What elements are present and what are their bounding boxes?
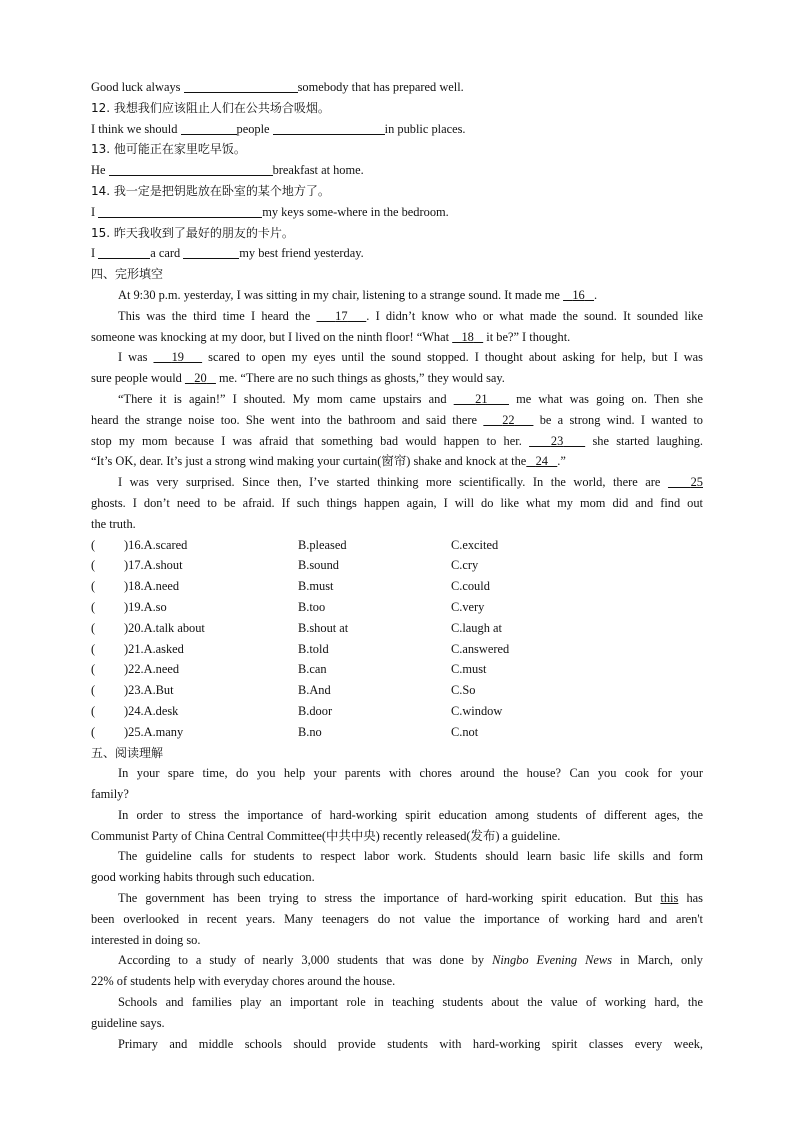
answer-blank[interactable] — [181, 121, 237, 135]
text: I — [91, 204, 96, 219]
reading-paragraph-3-line-1: The guideline calls for students to respect labor work. Students should learn basic life skills and form — [118, 849, 703, 864]
underlined-word: this — [660, 891, 679, 906]
cloze-paragraph-1 — [91, 285, 703, 306]
text: me. “There are no such things as ghosts,” they would say. — [219, 371, 505, 386]
text: I was — [118, 350, 148, 365]
option-row-19 — [91, 597, 703, 618]
reading-heading: 五、阅读理解 — [91, 745, 164, 760]
reading-paragraph-6-line-1: Schools and families play an important role in teaching students about the value of working hard, the — [118, 995, 703, 1010]
option-c: C.laugh at — [451, 620, 502, 635]
cloze-paragraph-4-line-3 — [91, 431, 703, 452]
option-a: )25.A.many — [124, 724, 184, 739]
reading-paragraph-2-line-1: In order to stress the importance of hard-working spirit education among students of different ages, the — [118, 807, 703, 822]
cloze-paragraph-4-line-1 — [91, 389, 703, 410]
blank-number: 24 — [535, 454, 548, 469]
answer-paren[interactable]: ( — [91, 641, 96, 656]
option-a: )23.A.But — [124, 683, 174, 698]
answer-paren[interactable]: ( — [91, 558, 96, 573]
cloze-options — [91, 535, 703, 743]
option-b: B.And — [298, 683, 331, 698]
answer-paren[interactable]: ( — [91, 620, 96, 635]
answer-paren[interactable]: ( — [91, 703, 96, 718]
item12-chinese: 12. 我想我们应该阻止人们在公共场合吸烟。 — [91, 100, 330, 115]
answer-blank[interactable] — [183, 245, 239, 259]
option-c: C.answered — [451, 641, 510, 656]
answer-paren[interactable]: ( — [91, 537, 96, 552]
blank-22 — [483, 413, 533, 427]
option-b: B.door — [298, 703, 333, 718]
item12-answer-line — [91, 119, 703, 140]
answer-blank[interactable] — [184, 79, 298, 93]
option-row-20 — [91, 618, 703, 639]
text: . — [594, 287, 598, 302]
text: my best friend yesterday. — [239, 246, 364, 261]
option-a: )24.A.desk — [124, 703, 179, 718]
option-b: B.pleased — [298, 537, 347, 552]
answer-paren[interactable]: ( — [91, 599, 96, 614]
cloze-paragraph-3-line-2 — [91, 368, 703, 389]
cloze-paragraph-3-line-1 — [91, 347, 703, 368]
option-row-16 — [91, 535, 703, 556]
text: in public places. — [384, 121, 466, 136]
answer-paren[interactable]: ( — [91, 683, 96, 698]
reading-paragraph-4-line-3: interested in doing so. — [91, 932, 201, 947]
option-b: B.shout at — [298, 620, 349, 635]
text: At 9:30 p.m. yesterday, I was sitting in my chair, listening to a strange sound. It made me — [118, 287, 560, 302]
cloze-paragraph-2-line-1 — [91, 306, 703, 327]
text: “There it is again!” I shouted. My mom came upstairs and — [118, 391, 447, 406]
option-c: C.excited — [451, 537, 499, 552]
item15-chinese: 15. 昨天我收到了最好的朋友的卡片。 — [91, 225, 294, 240]
cloze-paragraph-4-line-2 — [91, 410, 703, 431]
option-row-25 — [91, 722, 703, 743]
blank-21 — [454, 392, 509, 406]
option-a: )21.A.asked — [124, 641, 184, 656]
text: people — [236, 121, 270, 136]
cloze-paragraph-4-line-4 — [91, 451, 703, 472]
reading-paragraph-4-line-2: been overlooked in recent years. Many teenagers do not value the importance of working hard and aren't — [91, 911, 703, 926]
text: I was very surprised. Since then, I’ve started thinking more scientifically. In the world, there are — [118, 475, 661, 490]
option-row-24 — [91, 701, 703, 722]
blank-17 — [316, 309, 366, 323]
text: . I didn’t know who or what made the sound. It sounded like — [366, 308, 703, 323]
cloze-paragraph-2-line-2 — [91, 327, 703, 348]
option-c: C.very — [451, 599, 485, 614]
text: I think we should — [91, 121, 178, 136]
text: has — [686, 891, 703, 906]
option-row-23 — [91, 680, 703, 701]
option-b: B.no — [298, 724, 322, 739]
option-a: )17.A.shout — [124, 558, 183, 573]
option-c: C.could — [451, 579, 490, 594]
item11-answer-line — [91, 77, 703, 98]
cloze-heading: 四、完形填空 — [91, 267, 164, 282]
blank-24 — [526, 454, 557, 468]
text: “It’s OK, dear. It’s just a strong wind making your curtain(窗帘) shake and knock at the — [91, 454, 527, 469]
item14-chinese: 14. 我一定是把钥匙放在卧室的某个地方了。 — [91, 183, 330, 198]
blank-20 — [185, 371, 216, 385]
option-a: )18.A.need — [124, 579, 180, 594]
text: I — [91, 246, 96, 261]
page-content — [91, 77, 703, 1054]
text: in March, only — [619, 953, 703, 968]
item15-answer-line — [91, 243, 703, 264]
blank-number: 18 — [461, 329, 474, 344]
text: my keys some-where in the bedroom. — [262, 204, 449, 219]
blank-23 — [529, 434, 585, 448]
reading-paragraph-1-line-2: family? — [91, 787, 129, 802]
option-b: B.sound — [298, 558, 339, 573]
option-b: B.told — [298, 641, 329, 656]
blank-number: 22 — [502, 412, 515, 427]
option-a: )16.A.scared — [124, 537, 188, 552]
cloze-paragraph-5-line-1 — [91, 472, 703, 493]
reading-paragraph-7-line-1: Primary and middle schools should provide students with hard-working spirit classes every week, — [118, 1036, 703, 1051]
blank-number: 16 — [572, 287, 585, 302]
answer-blank[interactable] — [98, 245, 150, 259]
text: someone was knocking at my door, but I lived on the ninth floor! “What — [91, 329, 450, 344]
text: Good luck always — [91, 80, 181, 94]
text: stop my mom because I was afraid that something bad would happen to her. — [91, 433, 522, 448]
option-row-18 — [91, 576, 703, 597]
option-c: C.must — [451, 662, 487, 677]
answer-blank[interactable] — [109, 162, 273, 176]
option-a: )19.A.so — [124, 599, 167, 614]
newspaper-name: Ningbo Evening News — [492, 953, 612, 968]
text: This was the third time I heard the — [118, 308, 311, 323]
answer-paren[interactable]: ( — [91, 662, 96, 677]
text: The government has been trying to stress the importance of hard-working spirit education. But — [118, 891, 653, 906]
text: .” — [557, 454, 566, 469]
reading-paragraph-3-line-2: good working habits through such education. — [91, 870, 315, 885]
option-c: C.not — [451, 724, 479, 739]
text: me what was going on. Then she — [516, 391, 703, 406]
option-a: )20.A.talk about — [124, 620, 205, 635]
text: a card — [150, 246, 181, 261]
text: He — [91, 163, 106, 178]
reading-paragraph-5-line-2: 22% of students help with everyday chores around the house. — [91, 974, 396, 989]
option-row-21 — [91, 639, 703, 660]
text: breakfast at home. — [272, 163, 364, 178]
option-row-22 — [91, 659, 703, 680]
text: sure people would — [91, 371, 182, 386]
option-b: B.must — [298, 579, 334, 594]
text: she started laughing. — [592, 433, 703, 448]
option-b: B.can — [298, 662, 327, 677]
text: heard the strange noise too. She went into the bathroom and said there — [91, 412, 478, 427]
option-row-17 — [91, 555, 703, 576]
item13-answer-line — [91, 160, 703, 181]
text: be a strong wind. I wanted to — [539, 412, 703, 427]
option-c: C.window — [451, 703, 503, 718]
blank-19 — [153, 350, 202, 364]
cloze-paragraph-5-line-2: ghosts. I don’t need to be afraid. If such things happen again, I will do like what my mom did and find out — [91, 495, 703, 510]
text: scared to open my eyes until the sound stopped. I thought about asking for help, but I was — [208, 350, 704, 365]
blank-18 — [452, 330, 483, 344]
reading-paragraph-4-line-1 — [91, 888, 703, 909]
blank-number: 23 — [550, 433, 564, 448]
cloze-paragraph-5-line-3: the truth. — [91, 516, 136, 531]
blank-number: 25 — [690, 475, 703, 490]
answer-paren[interactable]: ( — [91, 579, 96, 594]
option-a: )22.A.need — [124, 662, 180, 677]
reading-paragraph-2-line-2: Communist Party of China Central Committee(中共中央) recently released(发布) a guideline. — [91, 828, 561, 843]
text: According to a study of nearly 3,000 students that was done by — [118, 953, 485, 968]
blank-number: 19 — [171, 350, 184, 365]
reading-paragraph-6-line-2: guideline says. — [91, 1015, 165, 1030]
reading-paragraph-1-line-1: In your spare time, do you help your parents with chores around the house? Can you cook for your — [118, 766, 703, 781]
text: it be?” I thought. — [486, 329, 571, 344]
answer-paren[interactable]: ( — [91, 724, 96, 739]
option-c: C.So — [451, 683, 476, 698]
blank-number: 20 — [194, 371, 207, 386]
option-c: C.cry — [451, 558, 479, 573]
answer-blank[interactable] — [98, 204, 262, 218]
text: somebody that has prepared well. — [297, 80, 464, 94]
item14-answer-line — [91, 202, 703, 223]
blank-number: 17 — [335, 308, 348, 323]
blank-number: 21 — [475, 391, 488, 406]
item13-chinese: 13. 他可能正在家里吃早饭。 — [91, 142, 246, 157]
reading-paragraph-5-line-1 — [91, 950, 703, 971]
blank-25 — [668, 475, 703, 489]
blank-16 — [563, 288, 594, 302]
option-b: B.too — [298, 599, 326, 614]
answer-blank[interactable] — [273, 121, 385, 135]
